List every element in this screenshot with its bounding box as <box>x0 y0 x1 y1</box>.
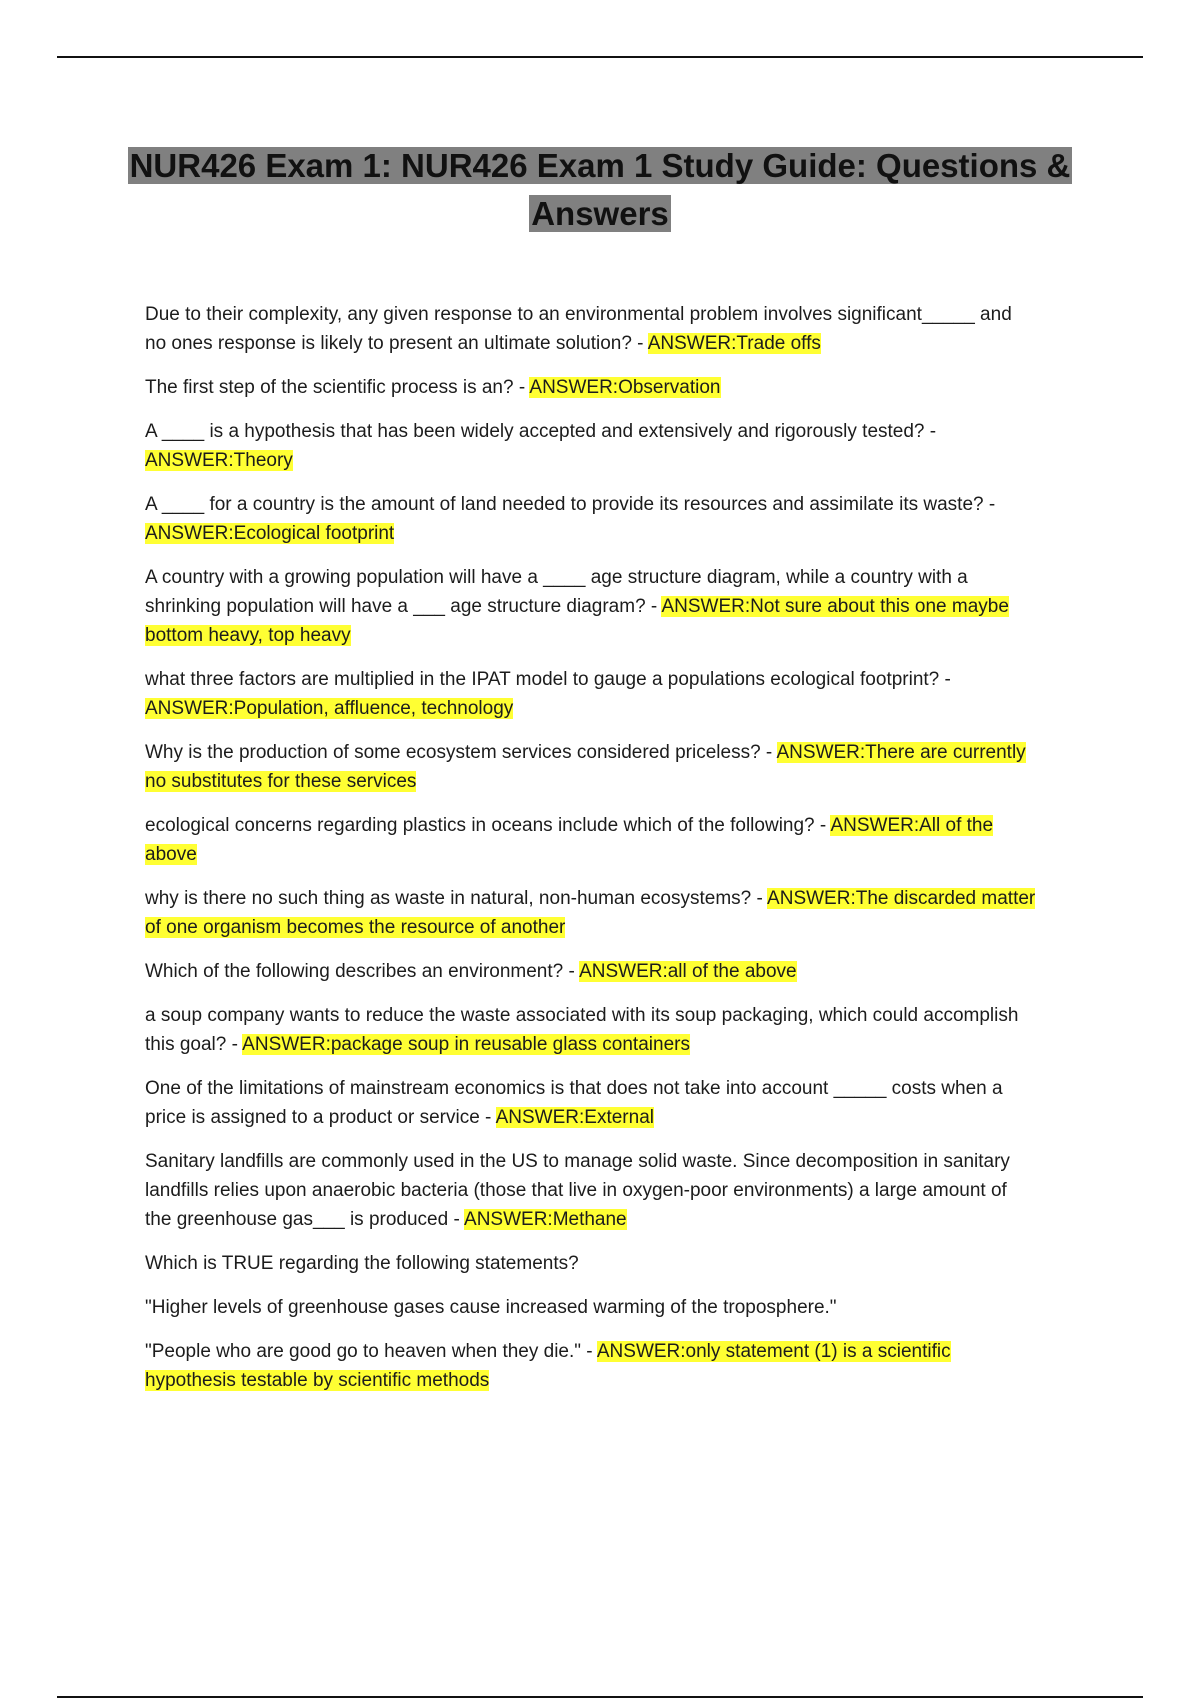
title-line-1: NUR426 Exam 1: NUR426 Exam 1 Study Guide: Questions & <box>129 147 1071 184</box>
answer-highlight: ANSWER:Theory <box>145 450 293 471</box>
question-text: A ____ is a hypothesis that has been widely accepted and extensively and rigorously tested? - <box>145 421 937 442</box>
answer-highlight: ANSWER:Methane <box>464 1209 627 1230</box>
qa-item <box>145 665 1085 723</box>
question-text: A ____ for a country is the amount of land needed to provide its resources and assimilate its waste? - <box>145 494 996 515</box>
answer-highlight: no substitutes for these services <box>145 771 417 792</box>
answer-highlight: ANSWER:only statement (1) is a scientific <box>596 1341 951 1362</box>
question-text: Due to their complexity, any given response to an environmental problem involves significant_____ and <box>145 304 1012 325</box>
answer-highlight: hypothesis testable by scientific methods <box>145 1370 490 1391</box>
qa-item <box>145 417 1085 475</box>
question-text: shrinking population will have a ___ age structure diagram? - <box>145 596 662 617</box>
qa-line <box>145 884 1085 913</box>
question-text: ecological concerns regarding plastics in oceans include which of the following? - <box>145 815 831 836</box>
question-text: Why is the production of some ecosystem services considered priceless? - <box>145 742 777 763</box>
question-text: The first step of the scientific process is an? - <box>145 377 530 398</box>
qa-item <box>145 373 1085 402</box>
question-text: landfills relies upon anaerobic bacteria (those that live in oxygen-poor environments) a large amount of <box>145 1180 1007 1201</box>
qa-line <box>145 767 1085 796</box>
answer-highlight: ANSWER:Observation <box>529 377 721 398</box>
qa-line <box>145 1147 1085 1176</box>
qa-line <box>145 665 1085 694</box>
question-text: no ones response is likely to present an ultimate solution? - <box>145 333 648 354</box>
answer-highlight: above <box>145 844 197 865</box>
qa-item <box>145 300 1085 358</box>
qa-item <box>145 1147 1085 1234</box>
qa-line <box>145 1337 1085 1366</box>
question-text: why is there no such thing as waste in natural, non-human ecosystems? - <box>145 888 768 909</box>
qa-line <box>145 1366 1085 1395</box>
answer-highlight: ANSWER:All of the <box>830 815 994 836</box>
qa-line <box>145 1205 1085 1234</box>
qa-item <box>145 884 1085 942</box>
question-text: "Higher levels of greenhouse gases cause increased warming of the troposphere." <box>145 1297 837 1318</box>
qa-line <box>145 840 1085 869</box>
answer-highlight: ANSWER:Ecological footprint <box>145 523 395 544</box>
answer-highlight: of one organism becomes the resource of another <box>145 917 566 938</box>
qa-line <box>145 417 1085 446</box>
qa-item <box>145 1074 1085 1132</box>
answer-highlight: ANSWER:all of the above <box>579 961 797 982</box>
question-text: the greenhouse gas___ is produced - <box>145 1209 465 1230</box>
qa-line <box>145 621 1085 650</box>
qa-line <box>145 592 1085 621</box>
title-line-2: Answers <box>531 195 669 232</box>
qa-item <box>145 1293 1085 1322</box>
question-text: Sanitary landfills are commonly used in the US to manage solid waste. Since decomposition in sanitary <box>145 1151 1010 1172</box>
question-text: price is assigned to a product or service - <box>145 1107 496 1128</box>
question-text: One of the limitations of mainstream economics is that does not take into account _____ costs when a <box>145 1078 1003 1099</box>
qa-item <box>145 957 1085 986</box>
answer-highlight: ANSWER:There are currently <box>776 742 1026 763</box>
question-text: "People who are good go to heaven when they die." - <box>145 1341 597 1362</box>
qa-item <box>145 1249 1085 1278</box>
qa-line <box>145 1249 1085 1278</box>
answer-highlight: ANSWER:Trade offs <box>647 333 821 354</box>
qa-line <box>145 490 1085 519</box>
qa-line <box>145 1293 1085 1322</box>
qa-item <box>145 1337 1085 1395</box>
qa-line <box>145 373 1085 402</box>
qa-line <box>145 913 1085 942</box>
qa-line <box>145 563 1085 592</box>
question-answer-list <box>145 300 1085 1410</box>
top-rule <box>57 56 1143 58</box>
qa-line <box>145 1176 1085 1205</box>
qa-line <box>145 694 1085 723</box>
qa-line <box>145 1074 1085 1103</box>
qa-item <box>145 490 1085 548</box>
qa-line <box>145 738 1085 767</box>
qa-line <box>145 300 1085 329</box>
qa-line <box>145 329 1085 358</box>
qa-line <box>145 957 1085 986</box>
answer-highlight: ANSWER:The discarded matter <box>767 888 1036 909</box>
qa-line <box>145 1103 1085 1132</box>
qa-line <box>145 811 1085 840</box>
answer-highlight: ANSWER:Not sure about this one maybe <box>661 596 1009 617</box>
bottom-rule <box>57 1696 1143 1698</box>
question-text: a soup company wants to reduce the waste associated with its soup packaging, which could accomplish <box>145 1005 1019 1026</box>
qa-line <box>145 1030 1085 1059</box>
question-text: this goal? - <box>145 1034 243 1055</box>
qa-line <box>145 1001 1085 1030</box>
question-text: Which of the following describes an environment? - <box>145 961 580 982</box>
answer-highlight: ANSWER:Population, affluence, technology <box>145 698 514 719</box>
answer-highlight: ANSWER:External <box>495 1107 654 1128</box>
question-text: what three factors are multiplied in the IPAT model to gauge a populations ecological footprint? - <box>145 669 951 690</box>
question-text: A country with a growing population will have a ____ age structure diagram, while a country with a <box>145 567 968 588</box>
question-text: Which is TRUE regarding the following statements? <box>145 1253 579 1274</box>
qa-item <box>145 738 1085 796</box>
qa-item <box>145 811 1085 869</box>
answer-highlight: ANSWER:package soup in reusable glass containers <box>242 1034 690 1055</box>
qa-line <box>145 519 1085 548</box>
qa-item <box>145 563 1085 650</box>
qa-line <box>145 446 1085 475</box>
document-title <box>100 142 1100 238</box>
answer-highlight: bottom heavy, top heavy <box>145 625 351 646</box>
qa-item <box>145 1001 1085 1059</box>
